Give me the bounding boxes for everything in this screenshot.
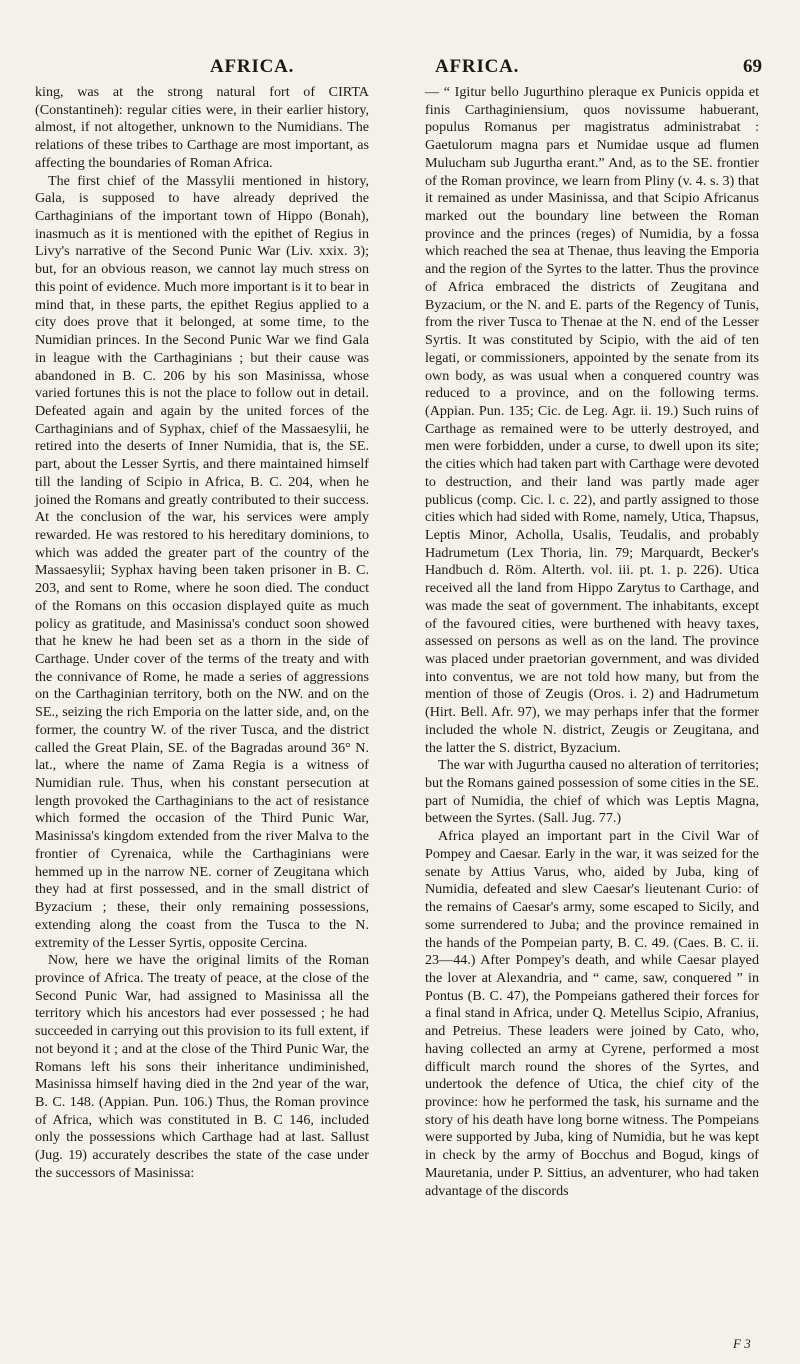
paragraph: Now, here we have the original limits of the Roman province of Africa. The treaty of peace, at the close of the Second Punic War, had assigned to Masinissa all the territory which his ancestors had ever possessed ; he had succeeded in carrying out this provision to its full extent, if not beyond it ; and at the close of the Third Punic War, the Romans left his sons their inheritance undiminished, Masinissa himself having died in the 2nd year of the war, B. C. 148. (Appian. Pun. 106.) Thus, the Roman province of Africa, which was constituted in B. C 146, included only the possessions which Carthage had at last. Sallust (Jug. 19) accurately describes the state of the case under the successors of Masinissa: [35, 952, 369, 1181]
running-head-left: AFRICA. [210, 56, 295, 77]
running-head-right: AFRICA. [435, 56, 520, 77]
paragraph: Africa played an important part in the Civil War of Pompey and Caesar. Early in the war, it was seized for the senate by Attius Varus, who, aided by Juba, king of Numidia, defeated and slew Caesar's lieutenant Curio: of the remains of Caesar's army, some escaped to Sicily, and some surrendered to Juba; and the province remained in the hands of the Pompeian party, B. C. 49. (Caes. B. C. ii. 23—44.) After Pompey's death, and while Caesar played the lover at Alexandria, and “ came, saw, conquered ” in Pontus (B. C. 47), the Pompeians gathered their forces for a final stand in Africa, under Q. Metellus Scipio, Afranius, and Petreius. These leaders were joined by Cato, who, having collected an army at Cyrene, performed a most difficult march round the shores of the Syrtes, and undertook the defence of Utica, the chief city of the province: how he performed the task, his surname and the story of his death have long borne witness. The Pompeians were supported by Juba, king of Numidia, but he was kept in check by the army of Bocchus and Bogud, kings of Mauretania, under P. Sittius, an adventurer, who had taken advantage of the discords [425, 828, 759, 1199]
page-number: 69 [743, 56, 762, 77]
paragraph: king, was at the strong natural fort of CIRTA (Constantineh): regular cities were, in their earlier history, almost, if not altogether, unknown to the Numidians. The relations of these tribes to Carthage are most important, as affecting the boundaries of Roman Africa. [35, 84, 369, 171]
paragraph: The first chief of the Massylii mentioned in history, Gala, is supposed to have already deprived the Carthaginians of the important town of Hippo (Bonah), inasmuch as it is mentioned with the epithet of Regius in Livy's narrative of the Second Punic War (Liv. xxix. 3); but, for an obvious reason, we cannot lay much stress on this point of evidence. Much more important is it to bear in mind that, in these parts, the epithet Regius applied to a city does prove that it belonged, at some time, to the Numidian princes. In the Second Punic War we find Gala in league with the Carthaginians ; but their cause was abandoned in B. C. 206 by his son Masinissa, whose varied fortunes this is not the place to follow out in detail. Defeated again and again by the united forces of the Carthaginians and of Syphax, chief of the Massaesylii, he retired into the deserts of Inner Numidia, that is, the SE. part, about the Lesser Syrtis, and there maintained himself till the landing of Scipio in Africa, B. C. 204, when he joined the Romans and greatly contributed to their success. At the conclusion of the war, his services were amply rewarded. He was restored to his hereditary dominions, to which was added the greater part of the country of the Massaesylii; Syphax having been taken prisoner in B. C. 203, and sent to Rome, where he soon died. The conduct of the Romans on this occasion displayed quite as much policy as gratitude, and Masinissa's conduct soon showed that he knew he had been set as a thorn in the side of Carthage. Under cover of the terms of the treaty and with the connivance of Rome, he made a series of aggressions on the Carthaginian territory, both on the NW. and on the SE., seizing the rich Emporia on the latter side, and, on the former, the country W. of the river Tusca, and the district called the Great Plain, SE. of the Bagradas around 36° N. lat., where the name of Zama Regia is a witness of Numidian rule. Thus, when his constant persecution at length provoked the Carthaginians to the act of resistance which formed the occasion of the Third Punic War, Masinissa's kingdom extended from the river Malva to the frontier of Cyrenaica, while the Carthaginians were hemmed up in the narrow NE. corner of Zeugitana which they had at first possessed, and in the small district of Byzacium ; these, their only remaining possessions, extending along the coast from the Tusca to the N. extremity of the Lesser Syrtis, opposite Cercina. [35, 172, 369, 951]
left-column [35, 84, 369, 1183]
signature-mark: F 3 [733, 1336, 751, 1351]
right-column [425, 84, 759, 1200]
paragraph: — “ Igitur bello Jugurthino pleraque ex Punicis oppida et finis Carthaginiensium, quos novissume habuerant, populus Romanus per magistratus administrabat : Gaetulorum magna pars et Numidae usque ad flumen Mulucham sub Jugurtha erant.” And, as to the SE. frontier of the Roman province, we learn from Pliny (v. 4. s. 3) that it remained as under Masinissa, and that Scipio Africanus marked out the boundary line between the Roman province and the princes (reges) of Numidia, by a fossa which reached the sea at Thenae, thus leaving the Emporia and the region of the Syrtes to the latter. Thus the province of Africa embraced the districts of Zeugitana and Byzacium, or the N. and E. parts of the Regency of Tunis, from the river Tusca to Thenae at the N. end of the Lesser Syrtis. It was constituted by Scipio, with the aid of ten legati, or commissioners, appointed by the senate from its own body, as was usual when a conquered country was reduced to a province, and on the following terms. (Appian. Pun. 135; Cic. de Leg. Agr. ii. 19.) Such ruins of Carthage as remained were to be utterly destroyed, and men were forbidden, under a curse, to dwell upon its site; the cities which had taken part with Carthage were devoted to destruction, and their land was partly made ager publicus (comp. Cic. l. c. 22), and partly assigned to those cities which had sided with Rome, namely, Utica, Thapsus, Leptis Minor, Acholla, Usalis, Teudalis, and probably Hadrumetum (Lex Thoria, lin. 79; Marquardt, Becker's Handbuch d. Röm. Alterth. vol. iii. pt. 1. p. 226). Utica received all the land from Hippo Zarytus to Carthage, and was made the seat of government. The inhabitants, except of the favoured cities, were burthened with heavy taxes, assessed on persons as well as on the land. The province was placed under praetorian government, and was divided into conventus, we are not told how many, but from the mention of those of Zeugis (Oros. i. 2) and Hadrumetum (Hirt. Bell. Afr. 97), we may perhaps infer that the former included the whole N. district, Zeugis or Zeugitana, and the latter the S. district, Byzacium. [425, 84, 759, 756]
running-header [0, 56, 800, 82]
paragraph: The war with Jugurtha caused no alteration of territories; but the Romans gained possession of some cities in the SE. part of Numidia, the chief of which was Leptis Magna, between the Syrtes. (Sall. Jug. 77.) [425, 757, 759, 827]
